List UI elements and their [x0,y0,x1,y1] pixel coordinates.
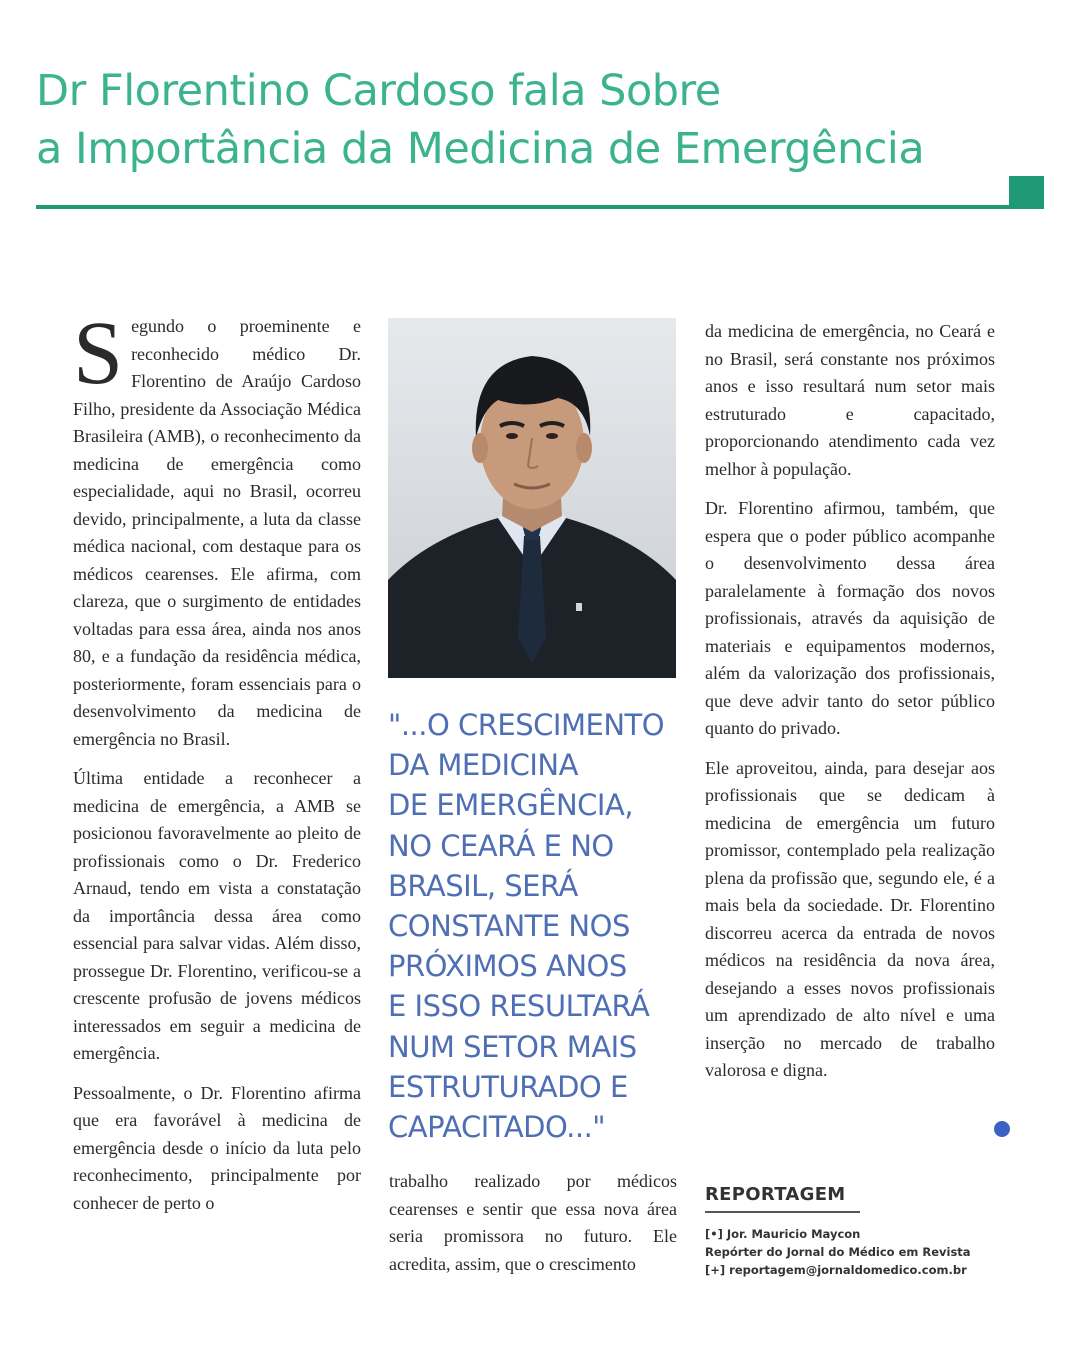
paragraph-3: Pessoalmente, o Dr. Florentino afirma que era favorável à medicina de emergência desde o início da luta pelo reconhecimento, principalmente por conhecer de perto o [73,1082,361,1213]
quote-line: CAPACITADO..." [388,1110,606,1145]
report-role: Repórter do Jornal do Médico em Revista [705,1245,971,1259]
title-line-1: Dr Florentino Cardoso fala Sobre [36,66,721,116]
paragraph-2: Última entidade a reconhecer a medicina de emergência, a AMB se posicionou favoravelmente ao pleito de profissionais como o Dr. Frederico Arnaud, tendo em vista a constatação da importância dessa área como essencial para salvar vidas. Além disso, prossegue Dr. Florentino, verificou-se a crescente profusão de jovens médicos interessados em seguir a medicina de emergência. [73,768,361,1063]
corner-accent-block [1009,176,1044,209]
pull-quote [388,705,678,1147]
paragraph-4: trabalho realizado por médicos cearenses e sentir que essa nova área seria promissora no futuro. Ele acredita, assim, que o crescimento [389,1171,677,1274]
paragraph-6: Dr. Florentino afirmou, também, que espera que o poder público acompanhe o desenvolvimento dessa área paralelamente à formação dos novos profissionais, através da aquisição de materiais e equipamentos modernos, além da valorização dos profissionais, que deve advir tanto do setor público quanto do privado. [705,498,995,738]
quote-line: NO CEARÁ E NO [388,828,614,863]
report-section-label: REPORTAGEM [705,1184,846,1205]
quote-line: CONSTANTE NOS [388,909,630,944]
quote-line: NUM SETOR MAIS [388,1029,637,1064]
drop-cap: S [73,304,124,403]
quote-line: DE EMERGÊNCIA, [388,788,634,823]
report-email[interactable]: [+] reportagem@jornaldomedico.com.br [705,1263,967,1277]
article-column-1 [73,304,361,1229]
paragraph-5: da medicina de emergência, no Ceará e no Brasil, será constante nos próximos anos e isso resultará num setor mais estruturado e capacitado, proporcionando atendimento cada vez melhor à população. [705,321,995,479]
article-title [36,62,996,178]
article-column-3 [705,318,995,1097]
paragraph-1 [73,304,361,753]
quote-line: PRÓXIMOS ANOS [388,949,627,984]
portrait-photo [388,318,676,678]
title-underline [36,205,1044,209]
title-line-2: a Importância da Medicina de Emergência [36,124,925,174]
quote-line: ESTRUTURADO E [388,1069,628,1104]
end-of-article-dot [994,1121,1010,1137]
quote-line: E ISSO RESULTARÁ [388,989,650,1024]
quote-line: BRASIL, SERÁ [388,868,578,903]
article-column-2 [389,1168,677,1290]
paragraph-7: Ele aproveitou, ainda, para desejar aos profissionais que se dedicam à medicina de emergência um futuro promissor, contemplado pela realização plena da profissão que, segundo ele, é a mais bela da sociedade. Dr. Florentino discorreu acerca da entrada de novos médicos na residência da nova área, desejando a esses novos profissionais um aprendizado de alto nível e uma inserção no mercado de trabalho valorosa e digna. [705,757,995,1080]
quote-line: "...O CRESCIMENTO [388,708,665,742]
report-credits [705,1225,1005,1279]
quote-line: DA MEDICINA [388,748,578,783]
report-author: [•] Jor. Mauricio Maycon [705,1227,861,1241]
report-divider [705,1211,860,1213]
paragraph-1-text: egundo o proeminente e reconhecido médico Dr. Florentino de Araújo Cardoso Filho, presidente da Associação Médica Brasileira (AMB), o reconhecimento da medicina de emergência como especialidade, aqui no Brasil, ocorreu devido, principalmente, a luta da classe médica nacional, com destaque para os médicos cearenses. Ele afirma, com clareza, que o surgimento de entidades voltadas para essa área, ainda nos anos 80, e a fundação da residência médica, posteriormente, foram essenciais para o desenvolvimento da medicina de emergência no Brasil. [73,316,361,749]
